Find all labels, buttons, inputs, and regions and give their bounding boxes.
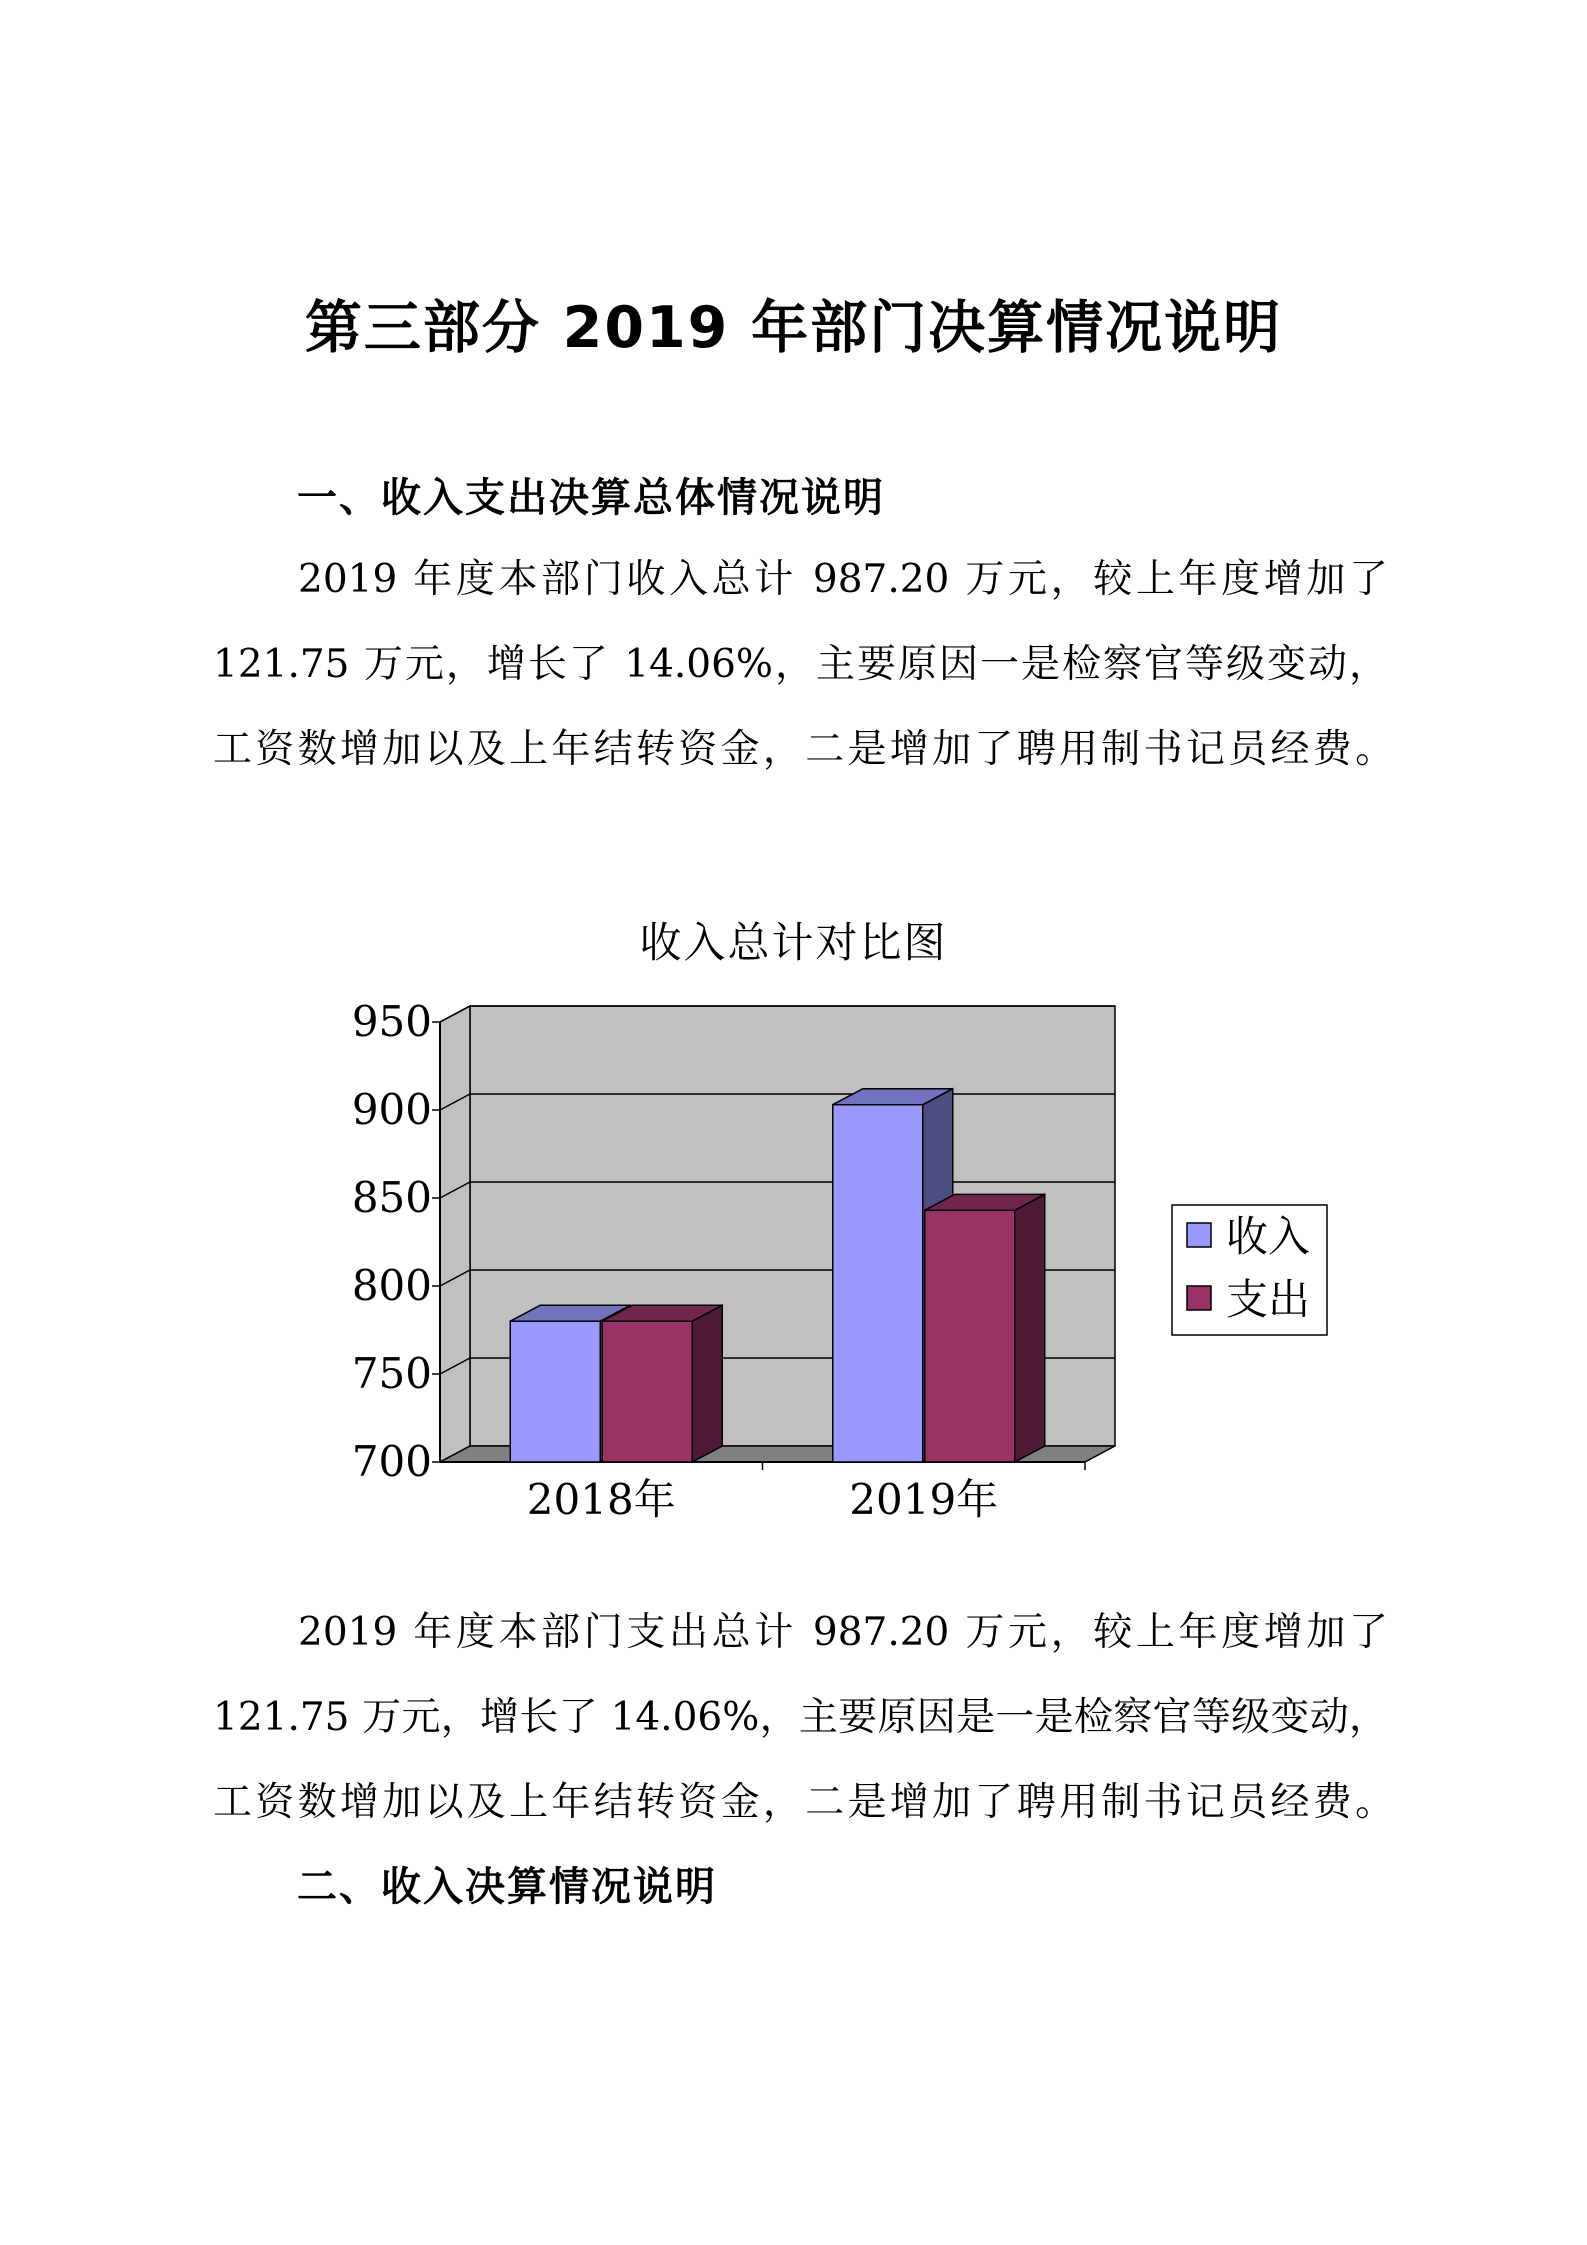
bar xyxy=(833,1105,923,1462)
y-tick-label: 800 xyxy=(351,1261,432,1310)
paragraph-2-line-1: 2019 年度本部门支出总计 987.20 万元，较上年度增加了 xyxy=(298,1610,1388,1655)
legend-swatch xyxy=(1187,1223,1211,1247)
legend-label: 支出 xyxy=(1226,1275,1311,1324)
chart-title: 收入总计对比图 xyxy=(639,918,948,967)
bar xyxy=(925,1210,1015,1462)
y-tick-label: 850 xyxy=(351,1173,432,1222)
legend-label: 收入 xyxy=(1226,1212,1311,1261)
bar-side xyxy=(692,1305,722,1462)
paragraph-2-line-2: 121.75 万元，增长了 14.06%，主要原因是一是检察官等级变动， xyxy=(213,1695,1388,1740)
section-heading-1: 一、收入支出决算总体情况说明 xyxy=(297,475,885,521)
y-tick-label: 950 xyxy=(351,997,432,1046)
paragraph-2-line-3: 工资数增加以及上年结转资金，二是增加了聘用制书记员经费。 xyxy=(213,1780,1398,1825)
paragraph-1-line-2: 121.75 万元，增长了 14.06%，主要原因一是检察官等级变动， xyxy=(213,642,1388,687)
page-title: 第三部分 2019 年部门决算情况说明 xyxy=(304,295,1283,361)
y-tick-label: 900 xyxy=(351,1085,432,1134)
paragraph-2 xyxy=(213,1590,1398,1845)
x-tick-label: 2019年 xyxy=(849,1475,999,1524)
chart-side-wall xyxy=(440,1006,470,1462)
section-heading-2: 二、收入决算情况说明 xyxy=(297,1864,717,1910)
bar xyxy=(602,1321,692,1462)
paragraph-1-line-1: 2019 年度本部门收入总计 987.20 万元，较上年度增加了 xyxy=(298,557,1388,602)
paragraph-1-line-3: 工资数增加以及上年结转资金，二是增加了聘用制书记员经费。 xyxy=(213,727,1398,772)
x-tick-label: 2018年 xyxy=(526,1475,676,1524)
y-tick-label: 700 xyxy=(351,1437,432,1486)
bar-side xyxy=(1015,1194,1045,1462)
legend-swatch xyxy=(1187,1286,1211,1310)
y-tick-label: 750 xyxy=(351,1349,432,1398)
bar xyxy=(510,1321,600,1462)
